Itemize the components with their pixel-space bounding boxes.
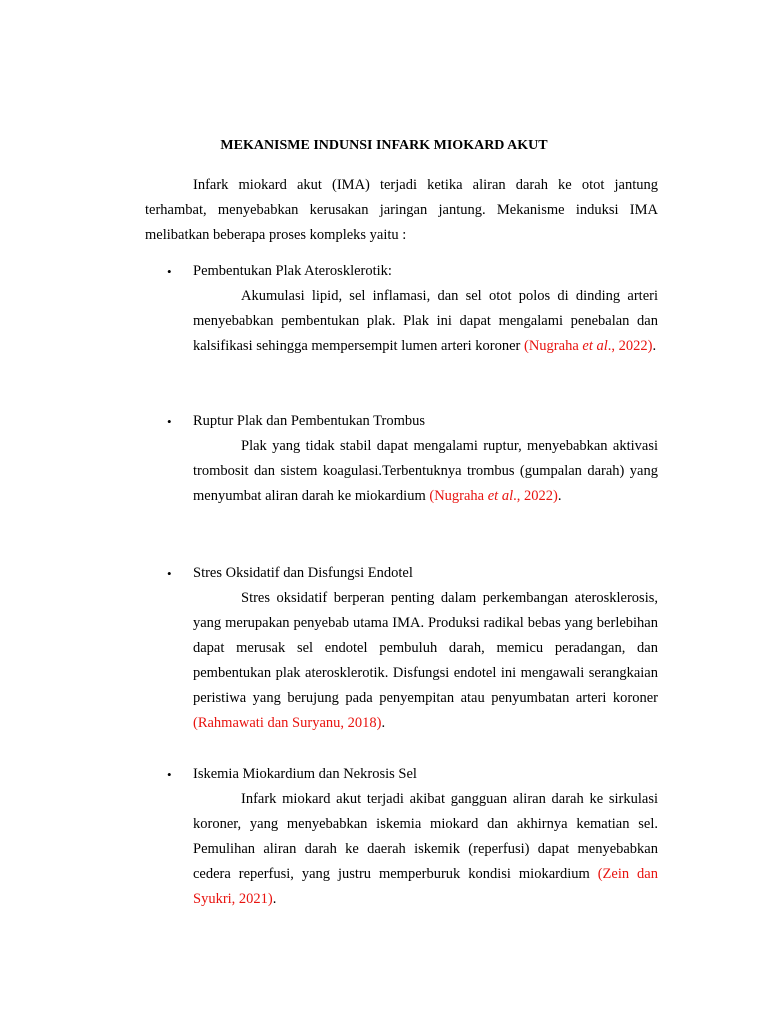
sentence-end: . (557, 488, 562, 504)
item-heading: Stres Oksidatif dan Disfungsi Endotel (193, 565, 413, 581)
citation: (Rahmawati dan Suryanu, 2018) (193, 715, 382, 731)
sentence-end: . (652, 338, 657, 354)
citation-year: ., 2022) (607, 338, 653, 354)
bullet-icon: • (167, 414, 172, 429)
item-body (193, 586, 658, 736)
item-text: Plak yang tidak stabil dapat mengalami ruptur, menyebabkan aktivasi trombosit dan sistem koagulasi.Terbentuknya trombus (gumpalan darah) yang menyumbat aliran darah ke miokardium (193, 438, 658, 504)
citation (429, 488, 557, 504)
bullet-icon: • (167, 264, 172, 279)
list-item (167, 561, 658, 736)
citation-author: (Nugraha (524, 338, 583, 354)
citation-year: ., 2022) (513, 488, 558, 504)
citation (524, 338, 652, 354)
item-text: Stres oksidatif berperan penting dalam perkembangan aterosklerosis, yang merupakan penyebab utama IMA. Produksi radikal bebas yang berlebihan dapat merusak sel endotel pembuluh darah, memicu peradangan, dan pembentukan plak aterosklerotik. Disfungsi endotel ini mengawali serangkaian peristiwa yang berujung pada penyempitan atau penyumbatan arteri koroner (193, 590, 658, 706)
item-body (193, 284, 658, 359)
list-item (167, 409, 658, 509)
citation: (Zein dan Syukri, 2021) (193, 866, 658, 907)
item-heading: Iskemia Miokardium dan Nekrosis Sel (193, 766, 417, 782)
item-heading: Pembentukan Plak Aterosklerotik: (193, 263, 392, 279)
item-text: Infark miokard akut terjadi akibat gangguan aliran darah ke sirkulasi koroner, yang menyebabkan iskemia miokard dan akhirnya kematian sel. Pemulihan aliran darah ke daerah iskemik (reperfusi) dapat menyebabkan cedera reperfusi, yang justru memperburuk kondisi miokardium (193, 791, 658, 882)
citation-etal: et al (582, 338, 608, 354)
item-heading: Ruptur Plak dan Pembentukan Trombus (193, 413, 426, 429)
list-item (167, 259, 658, 359)
intro-paragraph: Infark miokard akut (IMA) terjadi ketika aliran darah ke otot jantung terhambat, menyebabkan kerusakan jaringan jantung. Mekanisme induksi IMA melibatkan beberapa proses kompleks yaitu : (145, 177, 658, 243)
item-text: Akumulasi lipid, sel inflamasi, dan sel otot polos di dinding arteri menyebabkan pembentukan plak. Plak ini dapat mengalami penebalan dan kalsifikasi sehingga mempersempit lumen arteri koroner (193, 288, 658, 354)
list-item (167, 762, 658, 912)
sentence-end: . (381, 715, 386, 731)
bullet-icon: • (167, 767, 172, 782)
page-title: MEKANISME INDUNSI INFARK MIOKARD AKUT (220, 138, 548, 153)
item-body (193, 787, 658, 912)
item-body (193, 434, 658, 509)
sentence-end: . (272, 891, 277, 907)
citation-author: (Nugraha (429, 488, 488, 504)
citation-etal: et al (487, 488, 514, 504)
bullet-icon: • (167, 566, 172, 581)
